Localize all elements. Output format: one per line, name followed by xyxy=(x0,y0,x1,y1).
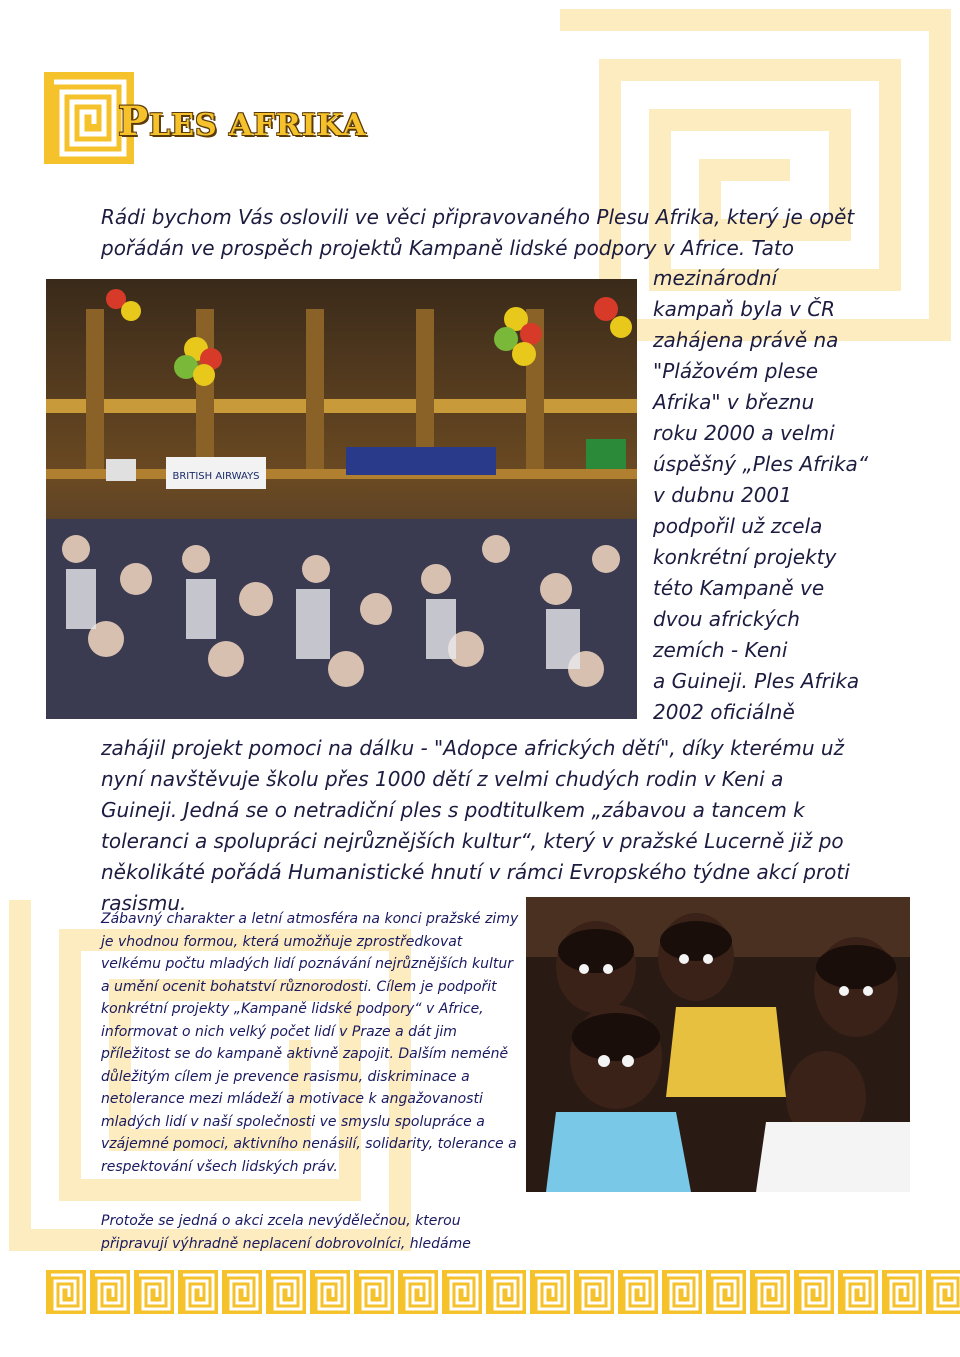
ball-photo xyxy=(46,279,637,719)
wrap-line: roku 2000 a velmi xyxy=(653,421,835,445)
greek-key-icon xyxy=(46,1270,86,1314)
greek-key-icon xyxy=(398,1270,438,1314)
wrap-line: mezinárodní xyxy=(653,266,778,290)
greek-key-icon xyxy=(90,1270,130,1314)
greek-key-icon xyxy=(926,1270,960,1314)
greek-key-icon xyxy=(310,1270,350,1314)
greek-key-icon xyxy=(574,1270,614,1314)
wrap-line: "Plážovém plese xyxy=(653,359,819,383)
greek-key-icon xyxy=(442,1270,482,1314)
greek-key-icon xyxy=(662,1270,702,1314)
greek-key-icon xyxy=(838,1270,878,1314)
intro-paragraph: Rádi bychom Vás oslovili ve věci připravovaného Plesu Afrika, který je opět pořádán ve prospěch projektů Kampaně lidské podpory v Africe. Tato xyxy=(101,205,855,260)
frieze-border xyxy=(46,1270,914,1314)
greek-key-icon xyxy=(706,1270,746,1314)
wrap-line: zahájena právě na xyxy=(653,328,839,352)
wrap-line: konkrétní projekty xyxy=(653,545,837,569)
wrap-line: dvou afrických xyxy=(653,607,800,631)
children-photo xyxy=(526,897,910,1192)
greek-key-icon xyxy=(530,1270,570,1314)
wrap-line: této Kampaně ve xyxy=(653,576,825,600)
continued-paragraph: zahájil projekt pomoci na dálku - "Adopce afrických dětí", díky kterému už nyní navštěvuje školu přes 1000 dětí z velmi chudých rodin v Keni a Guineji. Jedná se o netradiční ples s podtitulkem „zábavou a tancem k toleranci a spolupráci nejrůznějších kultur“, který v pražské Lucerně již po několikáté pořádá Humanistické hnutí v rámci Evropského týdne akcí proti rasismu. xyxy=(101,736,850,915)
greek-key-icon xyxy=(134,1270,174,1314)
greek-key-icon xyxy=(750,1270,790,1314)
wrap-line: a Guineji. Ples Afrika xyxy=(653,669,860,693)
greek-key-icon xyxy=(794,1270,834,1314)
title-block xyxy=(44,72,367,164)
wrap-line: v dubnu 2001 xyxy=(653,483,792,507)
page-title: PLES AFRIKA xyxy=(118,98,367,145)
wrap-line: úspěšný „Ples Afrika“ xyxy=(653,452,869,476)
side-paragraph-2: Protože se jedná o akci zcela nevýdělečnou, kterou připravují výhradně neplacení dobrovolníci, hledáme xyxy=(101,1213,471,1252)
greek-key-icon xyxy=(178,1270,218,1314)
wrap-line: 2002 oficiálně xyxy=(653,700,795,724)
wrap-line: kampaň byla v ČR xyxy=(653,297,836,321)
wrap-line: zemích - Keni xyxy=(653,638,788,662)
greek-key-icon xyxy=(222,1270,262,1314)
greek-key-icon xyxy=(618,1270,658,1314)
side-paragraph-1: Zábavný charakter a letní atmosféra na konci pražské zimy je vhodnou formou, která umožňuje zprostředkovat velkému počtu mladých lidí poznávání nejrůznějších kultur a umění ocenit bohatství různorodosti. Cílem je podpořit konkrétní projekty „Kampaně lidské podpory“ v Africe, informovat o nich velký počet lidí v Praze a dát jim příležitost se do kampaně aktivně zapojit. Dalším neméně důležitým cílem je prevence rasismu, diskriminace a netolerance mezi mládeží a motivace k angažovanosti mladých lidí v naší společnosti ve smyslu spolupráce a vzájemné pomoci, aktivního nenásilí, solidarity, tolerance a respektování všech lidských práv. xyxy=(101,911,519,1175)
greek-key-icon xyxy=(486,1270,526,1314)
wrap-paragraph xyxy=(653,263,913,728)
wrap-line: Afrika" v březnu xyxy=(653,390,815,414)
greek-key-icon xyxy=(882,1270,922,1314)
british-airways-banner: BRITISH AIRWAYS xyxy=(172,471,260,482)
wrap-line: podpořil už zcela xyxy=(653,514,823,538)
greek-key-icon xyxy=(266,1270,306,1314)
greek-key-icon xyxy=(354,1270,394,1314)
